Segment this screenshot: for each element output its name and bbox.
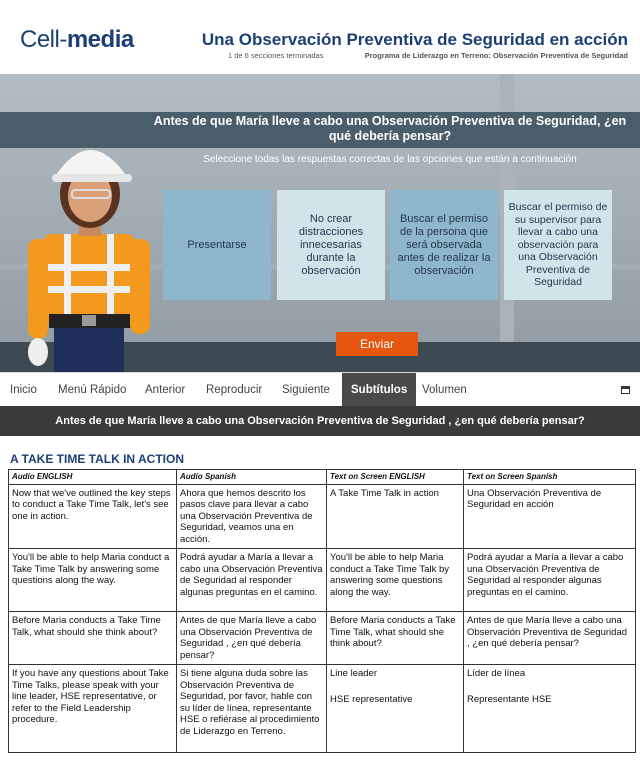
program-text: Programa de Liderazgo en Terreno: Observación Preventiva de Seguridad <box>364 51 628 60</box>
script-title: A TAKE TIME TALK IN ACTION <box>10 452 184 466</box>
submit-button[interactable]: Enviar <box>336 332 418 356</box>
table-cell: Podrá ayudar a María a llevar a cabo una Observación Preventiva de Seguridad al responder algunas preguntas en el camino. <box>177 549 327 612</box>
header-screen-spanish: Text on Screen Spanish <box>464 470 636 485</box>
cell-line: Líder de línea <box>467 668 526 679</box>
cell-line: HSE representative <box>330 693 413 705</box>
answer-option-4[interactable]: Buscar el permiso de su supervisor para llevar a cabo una observación para una Observación Preventiva de Seguridad <box>504 190 612 300</box>
subtitle-caption: Antes de que María lleve a cabo una Observación Preventiva de Seguridad , ¿en qué debería pensar? <box>0 406 640 436</box>
header-screen-english: Text on Screen ENGLISH <box>327 470 464 485</box>
progress-text: 1 de 6 secciones terminadas <box>228 51 324 60</box>
script-table <box>8 469 636 753</box>
table-cell: You'll be able to help Maria conduct a Take Time Talk by answering some questions along the way. <box>9 549 177 612</box>
course-title: Una Observación Preventiva de Seguridad en acción <box>201 30 628 49</box>
table-row <box>9 549 636 612</box>
table-cell <box>464 665 636 753</box>
table-cell: You'll be able to help Maria conduct a Take Time Talk by answering some questions along the way. <box>327 549 464 612</box>
table-cell: Before Maria conducts a Take Time Talk, what should she think about? <box>327 612 464 665</box>
nav-previous[interactable]: Anterior <box>145 384 186 396</box>
cell-line: Line leader <box>330 668 378 679</box>
table-cell: Now that we've outlined the key steps to conduct a Take Time Talk, let's see one in action. <box>9 484 177 549</box>
table-row <box>9 484 636 549</box>
table-cell: Si tiene alguna duda sobre las Observación Preventiva de Seguridad, por favor, hable con su líder de línea, representante HSE o refiérase al procedimiento de Liderazgo en Terreno. <box>177 665 327 753</box>
table-cell: Podrá ayudar a María a llevar a cabo una Observación Preventiva de Seguridad al responder algunas preguntas en el camino. <box>464 549 636 612</box>
table-cell <box>327 665 464 753</box>
table-cell: Una Observación Preventiva de Seguridad en acción <box>464 484 636 549</box>
question-text: Antes de que María lleve a cabo una Observación Preventiva de Seguridad, ¿en qué debería pensar? <box>153 114 627 143</box>
nav-volume[interactable]: Volumen <box>422 384 467 396</box>
nav-subtitles[interactable]: Subtítulos <box>342 373 416 407</box>
player-nav-bar <box>0 372 640 406</box>
table-header-row <box>9 470 636 485</box>
worker-character <box>24 114 154 372</box>
header-audio-spanish: Audio Spanish <box>177 470 327 485</box>
instruction-text: Seleccione todas las respuestas correctas de las opciones que están a continuación <box>203 154 577 165</box>
expand-icon[interactable] <box>621 386 630 394</box>
cell-line: Representante HSE <box>467 693 552 705</box>
app-header <box>0 0 640 74</box>
answer-option-3[interactable]: Buscar el permiso de la persona que será observada antes de realizar la observación <box>390 190 498 300</box>
lesson-stage <box>0 74 640 372</box>
nav-home[interactable]: Inicio <box>10 384 37 396</box>
table-row <box>9 612 636 665</box>
nav-next[interactable]: Siguiente <box>282 384 330 396</box>
answer-option-2[interactable]: No crear distracciones innecesarias durante la observación <box>277 190 385 300</box>
header-audio-english: Audio ENGLISH <box>9 470 177 485</box>
table-cell: A Take Time Talk in action <box>327 484 464 549</box>
table-row <box>9 665 636 753</box>
table-cell: Ahora que hemos descrito los pasos clave para llevar a cabo una Observación Preventiva de Seguridad, veamos una en acción. <box>177 484 327 549</box>
table-cell: If you have any questions about Take Time Talks, please speak with your line leader, HSE representative, or refer to the Field Leadership procedure. <box>9 665 177 753</box>
table-cell: Antes de que María lleve a cabo una Observación Preventiva de Seguridad , ¿en qué debería pensar? <box>177 612 327 665</box>
table-cell: Before Maria conducts a Take Time Talk, what should she think about? <box>9 612 177 665</box>
answer-option-1[interactable]: Presentarse <box>163 190 271 300</box>
table-cell: Antes de que María lleve a cabo una Observación Preventiva de Seguridad , ¿en qué debería pensar? <box>464 612 636 665</box>
nav-play[interactable]: Reproducir <box>206 384 263 396</box>
nav-quick-menu[interactable]: Menú Rápido <box>58 384 127 396</box>
cellmedia-logo: Cell-media <box>20 26 134 53</box>
